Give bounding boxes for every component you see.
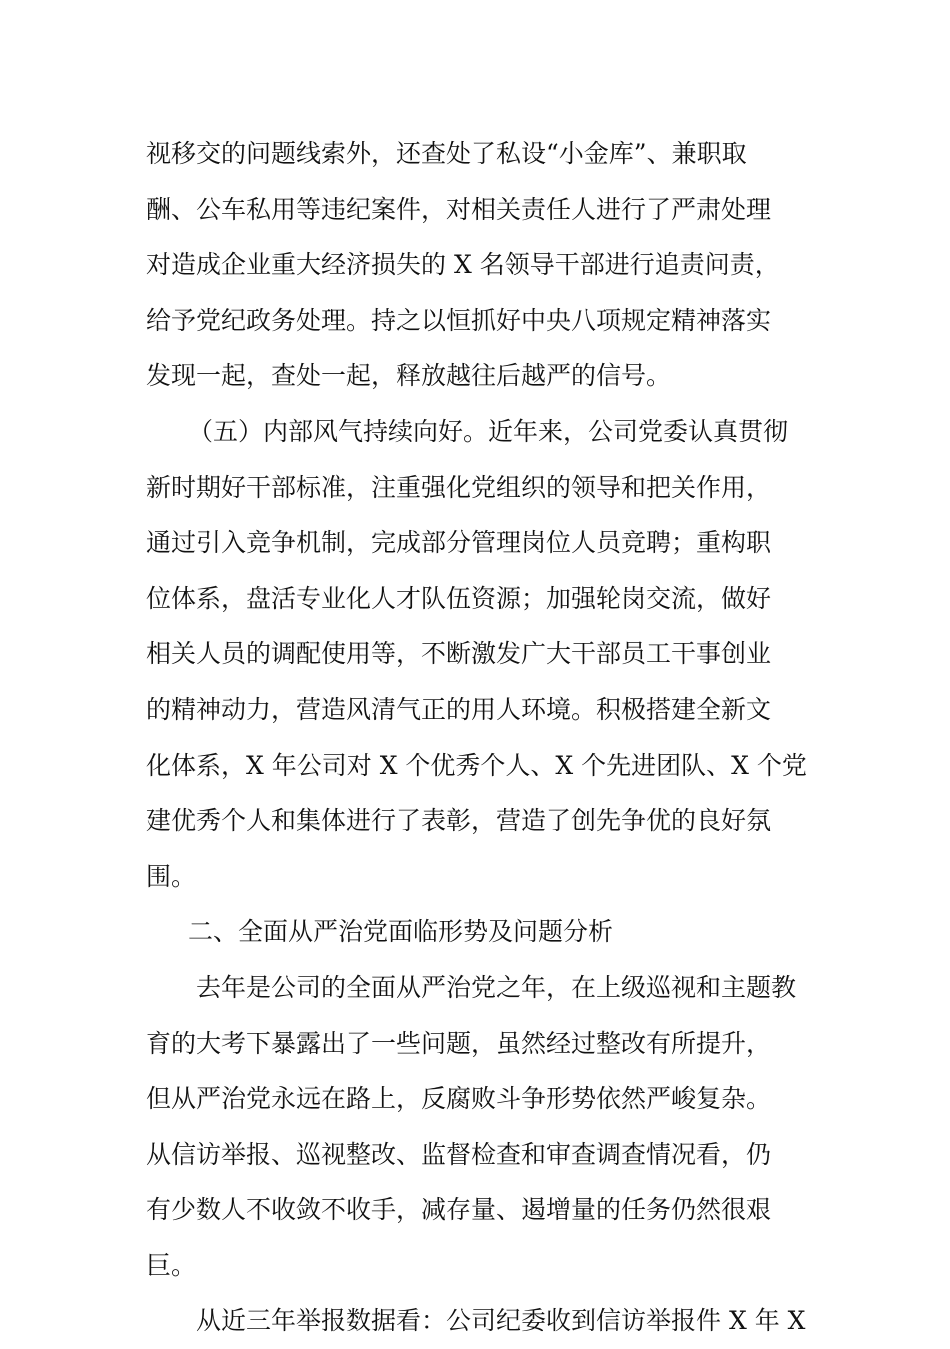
text-line: 围。 (146, 861, 197, 891)
text-line: 位体系，盘活专业化人才队伍资源；加强轮岗交流，做好 (146, 583, 772, 613)
text-line: 去年是公司的全面从严治党之年，在上级巡视和主题教 (196, 972, 797, 1002)
paragraph-five (146, 404, 810, 904)
paragraph-continued (146, 126, 810, 404)
text-line: 巨。 (146, 1250, 197, 1280)
text-line: 化体系，X 年公司对 X 个优秀个人、X 个先进团队、X 个党 (146, 750, 807, 780)
text-line: 有少数人不收敛不收手，减存量、遏增量的任务仍然很艰 (146, 1195, 772, 1225)
paragraph-reports (146, 1293, 810, 1349)
text-line: 发现一起，查处一起，释放越往后越严的信号。 (146, 361, 672, 391)
text-line: 从信访举报、巡视整改、监督检查和审查调查情况看，仍 (146, 1139, 772, 1169)
text-line: 酬、公车私用等违纪案件，对相关责任人进行了严肃处理 (146, 194, 772, 224)
text-line: 但从严治党永远在路上，反腐败斗争形势依然严峻复杂。 (146, 1084, 772, 1114)
text-line: 新时期好干部标准，注重强化党组织的领导和把关作用， (146, 472, 772, 502)
section-two-heading: 二、全面从严治党面临形势及问题分析 (188, 917, 614, 947)
text-line: 从近三年举报数据看：公司纪委收到信访举报件 X 年 X (196, 1306, 806, 1336)
text-line: 给予党纪政务处理。持之以恒抓好中央八项规定精神落实 (146, 305, 772, 335)
document-body (146, 126, 810, 1349)
text-line: 通过引入竞争机制，完成部分管理岗位人员竞聘；重构职 (146, 528, 772, 558)
text-line: 建优秀个人和集体进行了表彰，营造了创先争优的良好氛 (146, 806, 772, 836)
paragraph-last-year (146, 960, 810, 1294)
section-heading (146, 904, 810, 960)
text-line: 相关人员的调配使用等，不断激发广大干部员工干事创业 (146, 639, 772, 669)
text-line: 对造成企业重大经济损失的 X 名领导干部进行追责问责， (146, 250, 780, 280)
text-line: （五）内部风气持续向好。近年来，公司党委认真贯彻 (188, 416, 789, 446)
text-line: 的精神动力，营造风清气正的用人环境。积极搭建全新文 (146, 694, 772, 724)
text-line: 视移交的问题线索外，还查处了私设“小金库”、兼职取 (146, 139, 747, 168)
text-line: 育的大考下暴露出了一些问题，虽然经过整改有所提升， (146, 1028, 772, 1058)
